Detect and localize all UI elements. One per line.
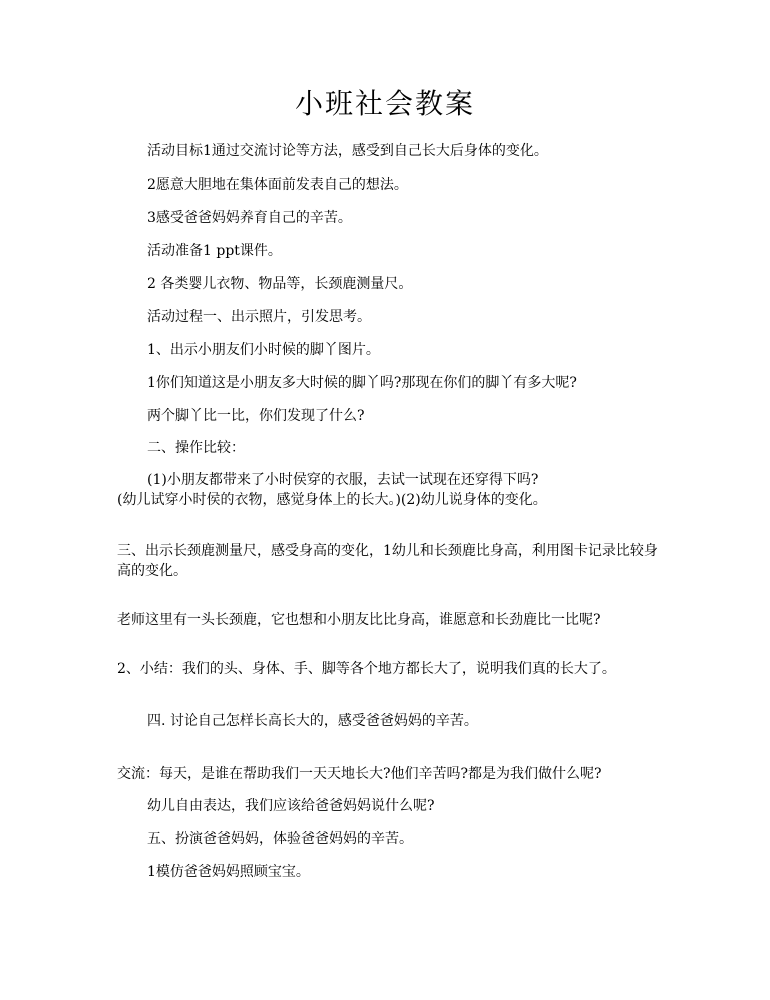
paragraph-process-intro: 活动过程一、出示照片，引发思考。 (147, 309, 371, 325)
paragraph-compare-feet: 两个脚丫比一比，你们发现了什么? (147, 408, 365, 424)
paragraph-giraffe: 老师这里有一头长颈鹿，它也想和小朋友比比身高，谁愿意和长劲鹿比一比呢? (117, 612, 601, 628)
paragraph-free-expression: 幼儿自由表达，我们应该给爸爸妈妈说什么呢? (147, 798, 435, 814)
paragraph-imitate: 1模仿爸爸妈妈照顾宝宝。 (147, 864, 310, 880)
paragraph-objective-3: 3感受爸爸妈妈养育自己的辛苦。 (147, 210, 352, 226)
paragraph-summary: 2、小结：我们的头、身体、手、脚等各个地方都长大了，说明我们真的长大了。 (117, 661, 616, 677)
paragraph-section-2: 二、操作比较： (147, 440, 245, 456)
paragraph-discussion: 交流：每天，是谁在帮助我们一天天地长大?他们辛苦吗?都是为我们做什么呢? (117, 766, 602, 782)
paragraph-show-pictures: 1、出示小朋友们小时候的脚丫图片。 (147, 342, 380, 358)
document-title: 小班社会教案 (294, 87, 475, 120)
paragraph-clothes (117, 470, 657, 510)
paragraph-preparation-2: 2 各类婴儿衣物、物品等，长颈鹿测量尺。 (147, 276, 413, 292)
paragraph-objective-1: 活动目标1通过交流讨论等方法，感受到自己长大后身体的变化。 (147, 143, 548, 159)
paragraph-clothes-line-1: (1)小朋友都带来了小时侯穿的衣服，去试一试现在还穿得下吗? (147, 472, 539, 488)
paragraph-section-3: 三、出示长颈鹿测量尺，感受身高的变化，1幼儿和长颈鹿比身高，利用图卡记录比较身高的变化。 (117, 543, 658, 579)
paragraph-question: 1你们知道这是小朋友多大时候的脚丫吗?那现在你们的脚丫有多大呢? (147, 375, 577, 391)
paragraph-preparation-1: 活动准备1 ppt课件。 (147, 243, 282, 259)
paragraph-section-4: 四. 讨论自己怎样长高长大的，感受爸爸妈妈的辛苦。 (147, 713, 478, 729)
paragraph-section-5: 五、扮演爸爸妈妈，体验爸爸妈妈的辛苦。 (147, 831, 413, 847)
paragraph-clothes-line-2: (幼儿试穿小时侯的衣物，感觉身体上的长大。)(2)幼儿说身体的变化。 (117, 492, 547, 508)
paragraph-objective-2: 2愿意大胆地在集体面前发表自己的想法。 (147, 177, 408, 193)
